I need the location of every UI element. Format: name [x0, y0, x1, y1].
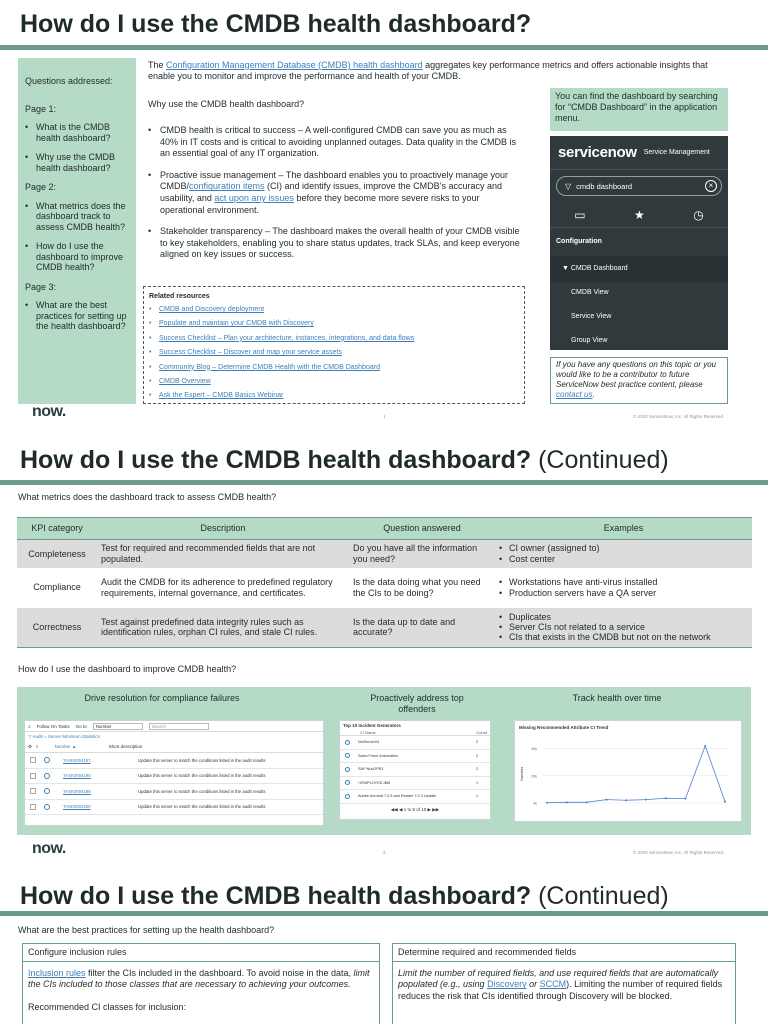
bullet-item: • Proactive issue management – The dashboard enables you to proactively manage your CMDB/configuration items (CI) and identify issues, improve the CMDB’s accuracy and usability, and act upon any issues before they become more severe risks to your operational environment. [148, 170, 520, 216]
required-fields-box [392, 943, 736, 1024]
data-point[interactable] [645, 799, 647, 801]
checkbox[interactable] [30, 788, 36, 794]
table-row[interactable]: *JEMPLOYEE-IBM 1 [340, 777, 490, 791]
data-point[interactable] [684, 798, 686, 800]
kpi-table [17, 517, 752, 648]
why-bullets [148, 125, 520, 271]
checkbox[interactable] [30, 773, 36, 779]
column-header: Description [97, 518, 349, 540]
column-header: Question answered [349, 518, 495, 540]
table-row[interactable]: Sales Force Automation 2 [340, 750, 490, 764]
data-point[interactable] [665, 797, 667, 799]
page-label: Page 3: [25, 281, 57, 292]
copyright: © 2020 ServiceNow, Inc. All Rights Reserved. [633, 414, 725, 419]
metrics-question: What metrics does the dashboard track to assess CMDB health? [18, 492, 277, 502]
box-body: Limit the number of required fields, and use required fields that are automatically populated (e.g., using Discovery or SCCM). Limiting the number of required fields reduces the risk that CIs identified through Discovery will be blocked. [398, 968, 723, 1001]
title-rule [0, 480, 768, 485]
table-row[interactable]: TASK0004200 Update this server to match the conditions listed in the audit results [25, 800, 323, 816]
info-icon[interactable] [44, 757, 50, 763]
search-input[interactable]: Search [149, 723, 209, 730]
list-toolbar: ≡ Follow On Tasks Go to Number Search [25, 721, 323, 732]
kpi-examples: • Duplicates • Server CIs not related to a service • CIs that exists in the CMDB but not on the network [495, 608, 752, 648]
act-upon-issues-link[interactable]: act upon any issues [214, 192, 294, 203]
top-offenders-screenshot [339, 720, 491, 820]
title-rule [0, 911, 768, 916]
discovery-link[interactable]: Discovery [487, 979, 527, 990]
info-icon [345, 767, 350, 772]
compliance-task-list-screenshot [24, 720, 324, 826]
copyright: © 2020 ServiceNow, Inc. All Rights Reserved. [633, 850, 725, 855]
checkbox[interactable] [30, 804, 36, 810]
goto-select[interactable]: Number [93, 723, 143, 730]
box-body: Inclusion rules filter the CIs included in the dashboard. To avoid noise in the data, limit the CIs included to those classes that are necessary to achieving your outcomes. Recommended CI classes for inclusion: [28, 968, 370, 1012]
data-point[interactable] [724, 801, 726, 803]
box-heading: Configure inclusion rules [23, 944, 379, 962]
resource-link[interactable]: • CMDB and Discovery deployment [149, 303, 519, 317]
table-row[interactable]: SAP NucDPR1 2 [340, 763, 490, 777]
series-line [547, 746, 725, 803]
info-icon [345, 740, 350, 745]
slide-page-2 [0, 436, 768, 864]
cmdb-dashboard-link[interactable]: Configuration Management Database (CMDB) health dashboard [166, 60, 423, 70]
archive-icon[interactable]: ▭ [574, 207, 586, 222]
column-header: KPI category [17, 518, 97, 540]
data-point[interactable] [605, 799, 607, 801]
table-row[interactable]: Adobe Acrobat 7.0.3 and Reader 7.0.3 Update 1 [340, 790, 490, 804]
kpi-category: Compliance [33, 582, 81, 593]
table-row[interactable]: TASK0004187 Update this server to match the conditions listed in the audit results [25, 753, 323, 769]
why-heading: Why use the CMDB health dashboard? [148, 99, 305, 109]
servicenow-logo: servicenow [558, 144, 637, 161]
page-title: How do I use the CMDB health dashboard? [20, 10, 532, 38]
list-header: ⚙ ⌕ Number ▲ Short description [25, 742, 323, 753]
sn-menu-item[interactable]: CMDB View [571, 289, 609, 296]
box-heading: Determine required and recommended fields [393, 944, 735, 962]
history-icon[interactable]: ◷ [693, 207, 704, 222]
servicenow-menu-screenshot [550, 136, 728, 350]
question-item: • How do I use the dashboard to improve CMDB health? [25, 241, 129, 273]
column-heading: Drive resolution for compliance failures [84, 693, 240, 703]
contact-box: If you have any questions on this topic or you would like to be a contributor to future ServiceNow best practice content, please contact us. [550, 357, 728, 404]
menu-icon[interactable]: ≡ [28, 723, 31, 729]
search-icon: ⌕ [36, 744, 39, 749]
filter-icon: ▽ [565, 181, 572, 191]
kpi-question: Is the data doing what you need the CIs to be doing? [353, 577, 481, 598]
configuration-items-link[interactable]: configuration items [189, 181, 265, 192]
table-header-row [17, 518, 752, 540]
sn-header [550, 136, 728, 170]
star-icon[interactable]: ★ [634, 207, 645, 222]
page-number: 2 [383, 850, 386, 855]
info-icon [345, 794, 350, 799]
y-axis-label: Number [519, 766, 524, 781]
funnel-icon: ▽ [28, 734, 33, 739]
resource-link[interactable]: • CMDB Overview [149, 375, 519, 389]
y-tick-label: 0k [533, 801, 537, 806]
related-resources [143, 286, 525, 404]
trend-chart [515, 721, 743, 823]
resource-link[interactable]: • Community Blog – Determine CMDB Health with the CMDB Dashboard [149, 361, 519, 375]
info-icon[interactable] [44, 773, 50, 779]
resource-link[interactable]: • Ask the Expert – CMDB Basics Webinar [149, 389, 519, 403]
sn-icon-bar [550, 202, 728, 228]
intro-paragraph: The Configuration Management Database (CMDB) health dashboard aggregates key performance metrics and offers actionable insights that enable you to monitor and improve the performance and health of your CMDB. [148, 60, 708, 81]
page-label: Page 1: [25, 103, 57, 114]
questions-panel [18, 58, 136, 404]
bullet-item: • CMDB health is critical to success – A well-configured CMDB can save you as much as 40% in IT costs and is critical to avoiding unplanned outages. Data quality in the CMDB is an essential goal of any IT organization. [148, 125, 520, 160]
table-row[interactable]: TASK0004190 Update this server to match the conditions listed in the audit results [25, 769, 323, 785]
kpi-category: Completeness [17, 540, 97, 568]
sn-section-configuration: Configuration [556, 238, 602, 245]
sn-filter-input[interactable]: ▽ cmdb dashboard × [556, 176, 722, 196]
now-logo: now. [32, 403, 66, 420]
y-tick-label: 40k [531, 747, 537, 752]
y-tick-label: 20k [531, 774, 537, 779]
inclusion-rules-box [22, 943, 380, 1024]
kpi-examples: • CI owner (assigned to) • Cost center [495, 540, 752, 568]
data-point[interactable] [625, 799, 627, 801]
column-heading: Track health over time [572, 693, 662, 703]
info-icon [345, 780, 350, 785]
kpi-category: Correctness [17, 608, 97, 648]
data-point[interactable] [704, 745, 706, 747]
data-point[interactable] [586, 801, 588, 803]
table-row[interactable]: NoiServer03 2 [340, 736, 490, 750]
clear-icon[interactable]: × [705, 180, 717, 192]
screenshots-panel [17, 687, 751, 835]
info-icon[interactable] [44, 804, 50, 810]
question-item: • What are the best practices for setting up the health dashboard? [25, 300, 129, 332]
page-label: Page 2: [25, 182, 57, 192]
table-row [17, 568, 752, 608]
kpi-examples: • Workstations have anti-virus installed • Production servers have a QA server [495, 568, 752, 608]
slide-page-3 [0, 872, 768, 1024]
filter-breadcrumb: ▽ Audit = Server Minimum Statistics [28, 734, 100, 739]
resource-link[interactable]: • Success Checklist – Plan your architecture, instances, integrations, and data flows [149, 332, 519, 346]
data-point[interactable] [566, 801, 568, 803]
gear-icon: ⚙ [28, 744, 33, 749]
question-item: • What metrics does the dashboard track to assess CMDB health? [25, 201, 129, 233]
kpi-description: Test against predefined data integrity rules such as identification rules, orphan CI rules, and stale CI rules. [97, 608, 349, 648]
sn-menu-cmdb-dashboard[interactable]: ▼ CMDB Dashboard [550, 256, 728, 282]
best-practices-question: What are the best practices for setting up the health dashboard? [18, 925, 275, 935]
kpi-question: Do you have all the information you need? [349, 540, 495, 568]
improve-question: How do I use the dashboard to improve CMDB health? [18, 664, 237, 674]
chart-title: Missing Recommended Attribute CI Trend [519, 725, 609, 730]
page-title: How do I use the CMDB health dashboard? (Continued) [20, 446, 669, 474]
info-icon [345, 753, 350, 758]
kpi-question: Is the data up to date and accurate? [349, 608, 495, 648]
info-icon[interactable] [44, 788, 50, 794]
health-trend-screenshot [514, 720, 742, 822]
column-header: Examples [495, 518, 752, 540]
inclusion-rules-link[interactable]: Inclusion rules [28, 968, 86, 979]
data-point[interactable] [546, 802, 548, 804]
page-number: 1 [383, 414, 386, 419]
sn-menu-item[interactable]: Service View [571, 313, 612, 320]
table-row [17, 540, 752, 568]
widget-title: Top 10 Incident Generators [343, 723, 401, 728]
kpi-description: Audit the CMDB for its adherence to predefined regulatory requirements, internal governance, and certificates. [101, 577, 333, 598]
tip-box: You can find the dashboard by searching for “CMDB Dashboard” in the application menu. [550, 88, 728, 131]
contact-us-link[interactable]: contact us [556, 390, 593, 399]
table-row[interactable]: TASK0004189 Update this server to match the conditions listed in the audit results [25, 784, 323, 800]
sn-menu-item[interactable]: Group View [571, 337, 608, 344]
sccm-link[interactable]: SCCM [539, 979, 567, 990]
column-heading: Proactively address top offenders [370, 693, 464, 714]
resource-link[interactable]: • Populate and maintain your CMDB with Discovery [149, 317, 519, 331]
kpi-description: Test for required and recommended fields that are not populated. [97, 540, 349, 568]
questions-heading: Questions addressed: [25, 76, 113, 86]
title-rule [0, 45, 768, 50]
resource-link[interactable]: • Success Checklist – Discover and map your service assets [149, 346, 519, 360]
question-item: • Why use the CMDB health dashboard? [25, 152, 129, 173]
table-row [17, 608, 752, 648]
sn-subtitle: Service Management [643, 149, 710, 156]
bullet-item: • Stakeholder transparency – The dashboard makes the overall health of your CMDB visible to key stakeholders, enabling you to share status updates, track SLAs, and keep everyone aligned on key issues or success. [148, 226, 520, 261]
pager[interactable]: ◀◀ ◀ 1 to 5 of 10 ▶ ▶▶ [390, 806, 440, 812]
widget-header: CI Name Count [340, 730, 490, 736]
question-item: • What is the CMDB health dashboard? [25, 122, 129, 143]
page-title: How do I use the CMDB health dashboard? (Continued) [20, 882, 669, 910]
checkbox[interactable] [30, 757, 36, 763]
related-heading: Related resources [149, 293, 210, 300]
now-logo: now. [32, 840, 66, 857]
slide-page-1 [0, 0, 768, 428]
